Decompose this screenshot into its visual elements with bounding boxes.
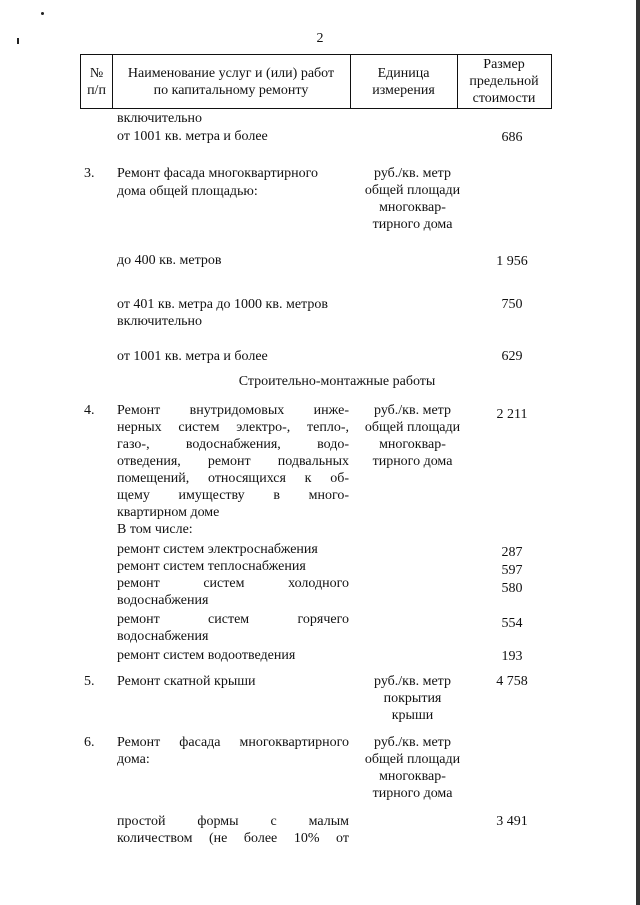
sub-row-value: 629 [501, 349, 523, 364]
table-header [80, 54, 552, 109]
item-unit-line: крыши [391, 708, 434, 723]
item-name-line: дома: [117, 752, 150, 767]
sub-row-name [117, 575, 349, 609]
header-num-line: п/п [87, 82, 106, 98]
sub-row-name-line: количеством (не более 10% от [117, 831, 349, 846]
sub-row-name: ремонт систем водоотведения [117, 648, 296, 663]
scan-speck [17, 38, 19, 44]
sub-row-value: 597 [501, 563, 523, 578]
sub-row-value: 750 [501, 297, 523, 312]
item-name-line: нерных систем электро-, тепло-, [117, 420, 349, 435]
item-number: 5. [84, 674, 95, 689]
header-value [457, 55, 551, 108]
item-name-line: Ремонт фасада многоквартирного [117, 166, 319, 181]
header-value-line: стоимости [472, 91, 536, 106]
item-unit-line: общей площади [364, 752, 461, 767]
item-unit-line: тирного дома [372, 454, 453, 469]
item-number: 3. [84, 166, 95, 181]
sub-row-name-line: водоснабжения [117, 629, 209, 644]
item-unit-line: руб./кв. метр [374, 674, 451, 689]
header-value-line: предельной [469, 74, 539, 89]
row-name: включительно [117, 111, 203, 126]
sub-row-name: до 400 кв. метров [117, 253, 222, 268]
scan-edge [636, 0, 640, 905]
header-num-line: № [89, 65, 104, 81]
item-name-line: газо-, водоснабжения, водо- [117, 437, 349, 452]
item-unit-line: руб./кв. метр [374, 735, 451, 750]
sub-row-name: ремонт систем теплоснабжения [117, 559, 306, 574]
sub-row-value: 3 491 [496, 814, 528, 829]
item-name-line: дома общей площадью: [117, 184, 258, 199]
item-unit-line: многоквар- [379, 769, 446, 784]
sub-row-name: от 1001 кв. метра и более [117, 349, 268, 364]
sub-row-name: ремонт систем электроснабжения [117, 542, 318, 557]
item-unit-line: покрытия [383, 691, 442, 706]
page-number: 2 [316, 31, 324, 46]
header-num [81, 55, 112, 108]
item-value: 4 758 [496, 674, 528, 689]
sub-row-name-line: ремонт систем холодного [117, 576, 349, 591]
sub-row-name [117, 611, 349, 645]
item-unit-line: многоквар- [379, 200, 446, 215]
item-unit-line: многоквар- [379, 437, 446, 452]
item-name-line: Ремонт внутридомовых инже- [117, 403, 349, 418]
item-name-line: квартирном доме [117, 505, 220, 520]
header-unit-line: Единица [377, 65, 430, 81]
header-name-line: по капитальному ремонту [153, 82, 309, 98]
sub-row-name-line: ремонт систем горячего [117, 612, 349, 627]
header-value-line: Размер [483, 57, 525, 72]
item-name-line: щему имуществу в много- [117, 488, 349, 503]
sub-row-value: 1 956 [496, 254, 528, 269]
including-label: В том числе: [117, 522, 193, 537]
sub-row-name-line: водоснабжения [117, 593, 209, 608]
item-name-line: помещений, относящихся к об- [117, 471, 349, 486]
row-name: от 1001 кв. метра и более [117, 129, 268, 144]
item-unit [355, 734, 470, 802]
header-name [112, 55, 350, 108]
item-name [117, 402, 349, 538]
item-name: Ремонт скатной крыши [117, 674, 256, 689]
sub-row-name [117, 296, 349, 330]
section-heading: Строительно-монтажные работы [238, 374, 436, 389]
item-number: 4. [84, 403, 95, 418]
sub-row-value: 287 [501, 545, 523, 560]
item-unit-line: тирного дома [372, 217, 453, 232]
item-unit-line: руб./кв. метр [374, 403, 451, 418]
sub-row-value: 580 [501, 581, 523, 596]
item-unit-line: общей площади [364, 420, 461, 435]
item-unit [355, 673, 470, 724]
item-name [117, 734, 349, 768]
item-unit-line: руб./кв. метр [374, 166, 451, 181]
sub-row-name-line: включительно [117, 314, 203, 329]
item-name-line: отведения, ремонт подвальных [117, 454, 349, 469]
item-name-line: Ремонт фасада многоквартирного [117, 735, 349, 750]
item-unit [355, 402, 470, 470]
sub-row-name [117, 813, 349, 847]
item-unit [355, 165, 470, 233]
scan-speck [41, 12, 44, 15]
sub-row-value: 554 [501, 616, 523, 631]
item-unit-line: общей площади [364, 183, 461, 198]
sub-row-name-line: простой формы с малым [117, 814, 349, 829]
row-value: 686 [501, 130, 523, 145]
item-name [117, 165, 349, 200]
sub-row-value: 193 [501, 649, 523, 664]
header-name-line: Наименование услуг и (или) работ [127, 65, 335, 81]
sub-row-name-line: от 401 кв. метра до 1000 кв. метров [117, 297, 328, 312]
item-unit-line: тирного дома [372, 786, 453, 801]
header-unit [350, 55, 457, 108]
item-value: 2 211 [496, 407, 528, 422]
item-number: 6. [84, 735, 95, 750]
header-unit-line: измерения [372, 82, 435, 98]
